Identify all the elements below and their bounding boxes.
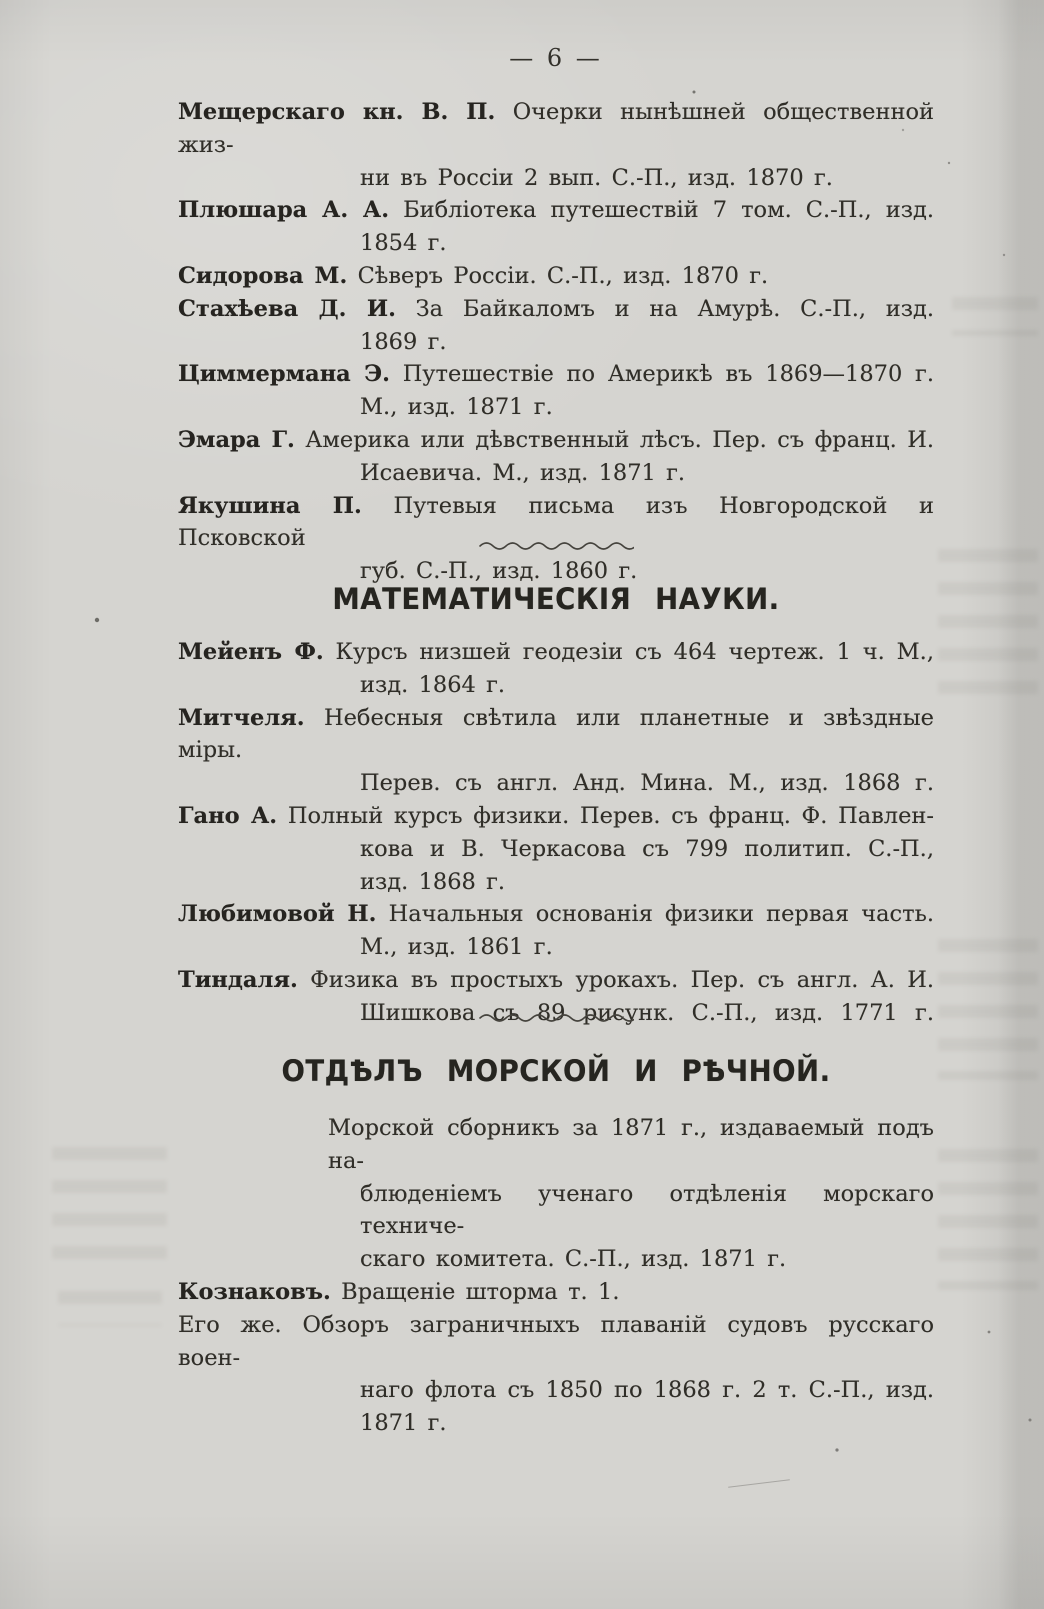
entry-line: Любимовой Н. Начальныя основанія физики первая часть. bbox=[178, 901, 934, 928]
entry-line: блюденіемъ ученаго отдѣленія морскаго техниче- bbox=[360, 1180, 934, 1240]
bibliography-entry bbox=[178, 358, 934, 424]
entry-line: Митчеля. Небесныя свѣтила или планетные и звѣздные міры. bbox=[178, 704, 934, 764]
entry-author: Тиндаля. bbox=[178, 966, 298, 993]
entry-line: скаго комитета. С.-П., изд. 1871 г. bbox=[360, 1246, 787, 1273]
entry-author: Якушина П. bbox=[178, 492, 362, 519]
bibliography-entry bbox=[178, 194, 934, 260]
wavy-divider-icon bbox=[178, 536, 934, 555]
wavy-divider-icon bbox=[178, 1008, 934, 1027]
entry-line: ни въ Россіи 2 вып. С.-П., изд. 1870 г. bbox=[360, 164, 833, 191]
bibliography-entry bbox=[178, 1309, 934, 1440]
show-through-smudge bbox=[52, 1138, 167, 1273]
page-number: — 6 — bbox=[509, 44, 603, 72]
entry-line: Исаевича. М., изд. 1871 г. bbox=[360, 459, 686, 486]
bibliography-entry bbox=[178, 293, 934, 359]
bibliography-entry bbox=[178, 800, 934, 898]
bibliography-entry bbox=[178, 1276, 934, 1309]
entry-line: 1854 г. bbox=[360, 230, 447, 257]
scratch-mark bbox=[728, 1479, 790, 1488]
entry-line: Эмара Г. Америка или дѣвственный лѣсъ. Пер. съ франц. И. bbox=[178, 426, 934, 453]
show-through-smudge bbox=[938, 1140, 1038, 1290]
entry-author: Его же. bbox=[178, 1311, 282, 1338]
bibliography-entry bbox=[178, 424, 934, 490]
bibliography-list-mathematics bbox=[178, 636, 934, 1030]
entry-author: Мейенъ Ф. bbox=[178, 639, 324, 665]
entry-line: Мещерскаго кн. В. П. Очерки нынѣшней общественной жиз- bbox=[178, 99, 934, 158]
entry-line: Кознаковъ. Вращеніе шторма т. 1. bbox=[178, 1278, 620, 1305]
entry-line: Гано А. Полный курсъ физики. Перев. съ франц. Ф. Павлен- bbox=[178, 802, 934, 829]
entry-line: изд. 1868 г. bbox=[360, 868, 506, 895]
entry-author: Сидорова М. bbox=[178, 262, 348, 289]
entry-line: М., изд. 1861 г. bbox=[360, 934, 553, 961]
bibliography-entry bbox=[178, 96, 934, 194]
entry-line: Морской сборникъ за 1871 г., издаваемый подъ на- bbox=[328, 1115, 934, 1174]
entry-line: Стахѣева Д. И. За Байкаломъ и на Амурѣ. С.-П., изд. bbox=[178, 295, 934, 322]
entry-author: Плюшара А. А. bbox=[178, 197, 390, 224]
entry-line: Шишкова съ 89 рисунк. С.-П., изд. 1771 г. bbox=[360, 999, 934, 1026]
entry-line: Якушина П. Путевыя письма изъ Новгородской и Псковской bbox=[178, 492, 934, 552]
dust-specks bbox=[0, 0, 2, 2]
show-through-smudge bbox=[58, 1282, 162, 1326]
entry-line: губ. С.-П., изд. 1860 г. bbox=[360, 558, 638, 585]
show-through-smudge bbox=[952, 288, 1038, 336]
bibliography-entry bbox=[178, 702, 934, 800]
entry-line: Циммермана Э. Путешествіе по Америкѣ въ 1869—1870 г. bbox=[178, 361, 934, 388]
entry-author: Стахѣева Д. И. bbox=[178, 295, 396, 322]
entry-line: кова и В. Черкасова съ 799 политип. С.-П., bbox=[360, 835, 934, 862]
bibliography-list-naval bbox=[178, 1112, 934, 1440]
entry-line: 1871 г. bbox=[360, 1410, 447, 1437]
entry-line: М., изд. 1871 г. bbox=[360, 394, 553, 421]
entry-line: наго флота съ 1850 по 1868 г. 2 т. С.-П., изд. bbox=[360, 1377, 934, 1404]
entry-author: Мещерскаго кн. В. П. bbox=[178, 99, 496, 125]
entry-line: Плюшара А. А. Библіотека путешествій 7 том. С.-П., изд. bbox=[178, 197, 934, 224]
entry-line: Тиндаля. Физика въ простыхъ урокахъ. Пер. съ англ. А. И. bbox=[178, 966, 934, 993]
bibliography-entry bbox=[178, 898, 934, 964]
entry-author: Гано А. bbox=[178, 802, 278, 829]
entry-line: Мейенъ Ф. Курсъ низшей геодезіи съ 464 чертеж. 1 ч. М., bbox=[178, 639, 934, 665]
entry-author: Митчеля. bbox=[178, 704, 305, 731]
entry-author: Любимовой Н. bbox=[178, 901, 377, 928]
entry-line: Сидорова М. Сѣверъ Россіи. С.-П., изд. 1870 г. bbox=[178, 262, 769, 289]
bibliography-entry bbox=[178, 636, 934, 702]
entry-author: Кознаковъ. bbox=[178, 1278, 331, 1305]
show-through-smudge bbox=[938, 930, 1038, 1080]
entry-line: изд. 1864 г. bbox=[360, 671, 506, 698]
section-heading-naval: ОТДѢЛЪ МОРСКОЙ И РѢЧНОЙ. bbox=[281, 1054, 831, 1088]
entry-line: 1869 г. bbox=[360, 328, 447, 355]
entry-author: Циммермана Э. bbox=[178, 361, 390, 388]
entry-author: Эмара Г. bbox=[178, 426, 295, 453]
entry-line: Перев. съ англ. Анд. Мина. М., изд. 1868 г. bbox=[360, 770, 934, 797]
bibliography-entry bbox=[178, 260, 934, 293]
bibliography-list-travel bbox=[178, 96, 934, 588]
entry-line: Его же. Обзоръ заграничныхъ плаваній судовъ русскаго воен- bbox=[178, 1311, 934, 1371]
show-through-smudge bbox=[938, 540, 1038, 710]
page-gutter-shadow bbox=[998, 0, 1044, 1609]
bibliography-entry bbox=[178, 1112, 934, 1276]
section-heading-mathematics: МАТЕМАТИЧЕСКІЯ НАУКИ. bbox=[332, 582, 780, 616]
